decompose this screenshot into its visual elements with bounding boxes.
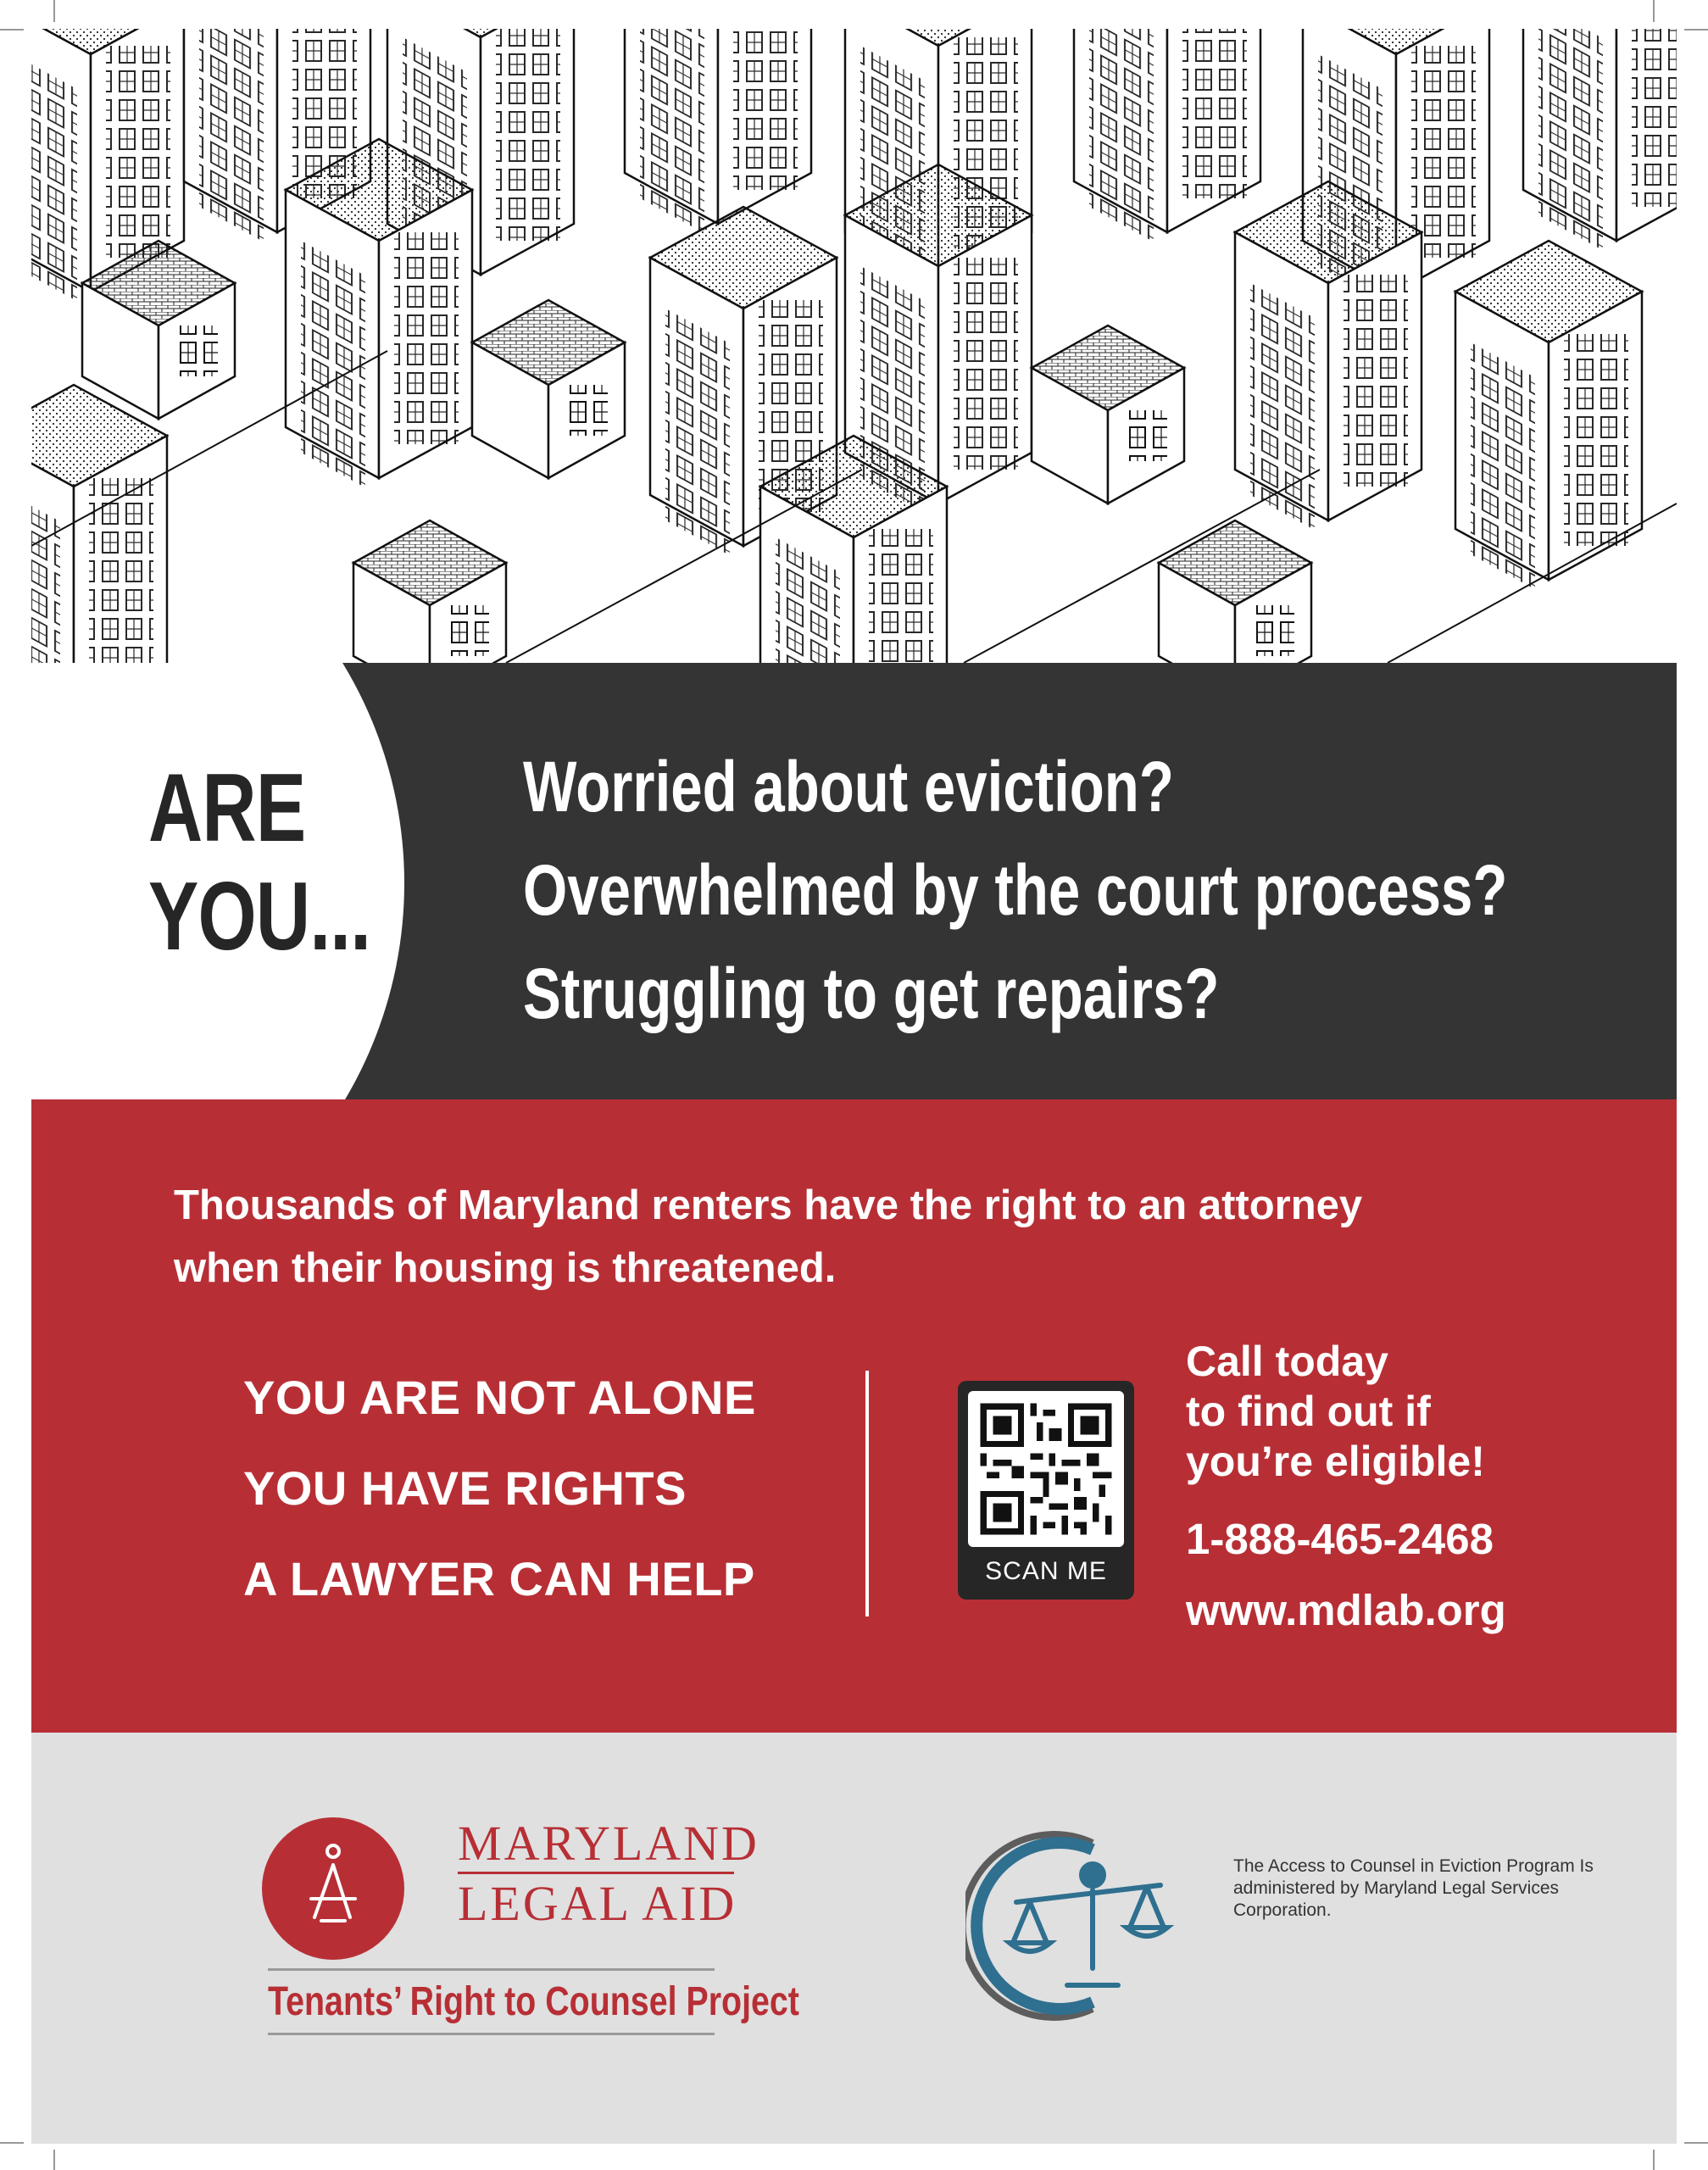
question-item: Overwhelmed by the court process? (523, 850, 1508, 930)
administration-note: The Access to Counsel in Eviction Program Is administered by Maryland Legal Services Corporation. (1233, 1856, 1594, 1920)
vertical-divider (865, 1371, 869, 1616)
question-band (31, 663, 1677, 1099)
org-name-line2: LEGAL AID (458, 1876, 737, 1931)
crop-mark (53, 0, 55, 22)
question-item: Worried about eviction? (523, 747, 1174, 826)
are-you-heading (148, 754, 370, 971)
intro-text: Thousands of Maryland renters have the right to an attorney when their housing is threatened. (174, 1182, 1363, 1291)
call-to-action (1186, 1337, 1661, 1636)
affirmation-item: A LAWYER CAN HELP (243, 1552, 755, 1605)
cta-line: Call today (1186, 1338, 1388, 1385)
affirmation-item: YOU ARE NOT ALONE (243, 1371, 756, 1424)
crop-mark (53, 2150, 55, 2170)
crop-mark (1684, 2142, 1708, 2144)
affirmation-item: YOU HAVE RIGHTS (243, 1461, 687, 1515)
project-rule (268, 1968, 715, 1971)
crop-mark (0, 2142, 24, 2144)
question-list (523, 735, 1677, 1045)
qr-code[interactable] (958, 1381, 1134, 1600)
qr-code-image (968, 1391, 1124, 1547)
city-illustration (31, 29, 1677, 663)
phone-number[interactable]: 1-888-465-2468 (1186, 1515, 1494, 1563)
cta-line: to find out if (1186, 1388, 1431, 1435)
affirmation-list (243, 1352, 756, 1624)
crop-mark (1653, 2150, 1655, 2170)
project-rule (268, 2033, 715, 2035)
website-link[interactable]: www.mdlab.org (1186, 1586, 1506, 1634)
crop-mark (1653, 0, 1655, 22)
are-you-line2: YOU... (148, 863, 371, 971)
organization-name (458, 1817, 759, 1930)
question-item: Struggling to get repairs? (523, 954, 1220, 1033)
scales-of-justice-logo-icon (965, 1824, 1186, 2028)
org-name-rule (458, 1872, 734, 1874)
crop-mark (1684, 29, 1708, 31)
maryland-legal-aid-logo-icon (262, 1817, 404, 1960)
are-you-line1: ARE (148, 754, 306, 862)
crop-mark (0, 29, 24, 31)
project-name: Tenants’ Right to Counsel Project (268, 1979, 799, 2024)
org-name-line1: MARYLAND (458, 1816, 759, 1871)
cta-line: you’re eligible! (1186, 1438, 1485, 1485)
info-band (31, 1099, 1677, 1733)
qr-caption: SCAN ME (985, 1557, 1107, 1585)
footer (31, 1733, 1677, 2144)
